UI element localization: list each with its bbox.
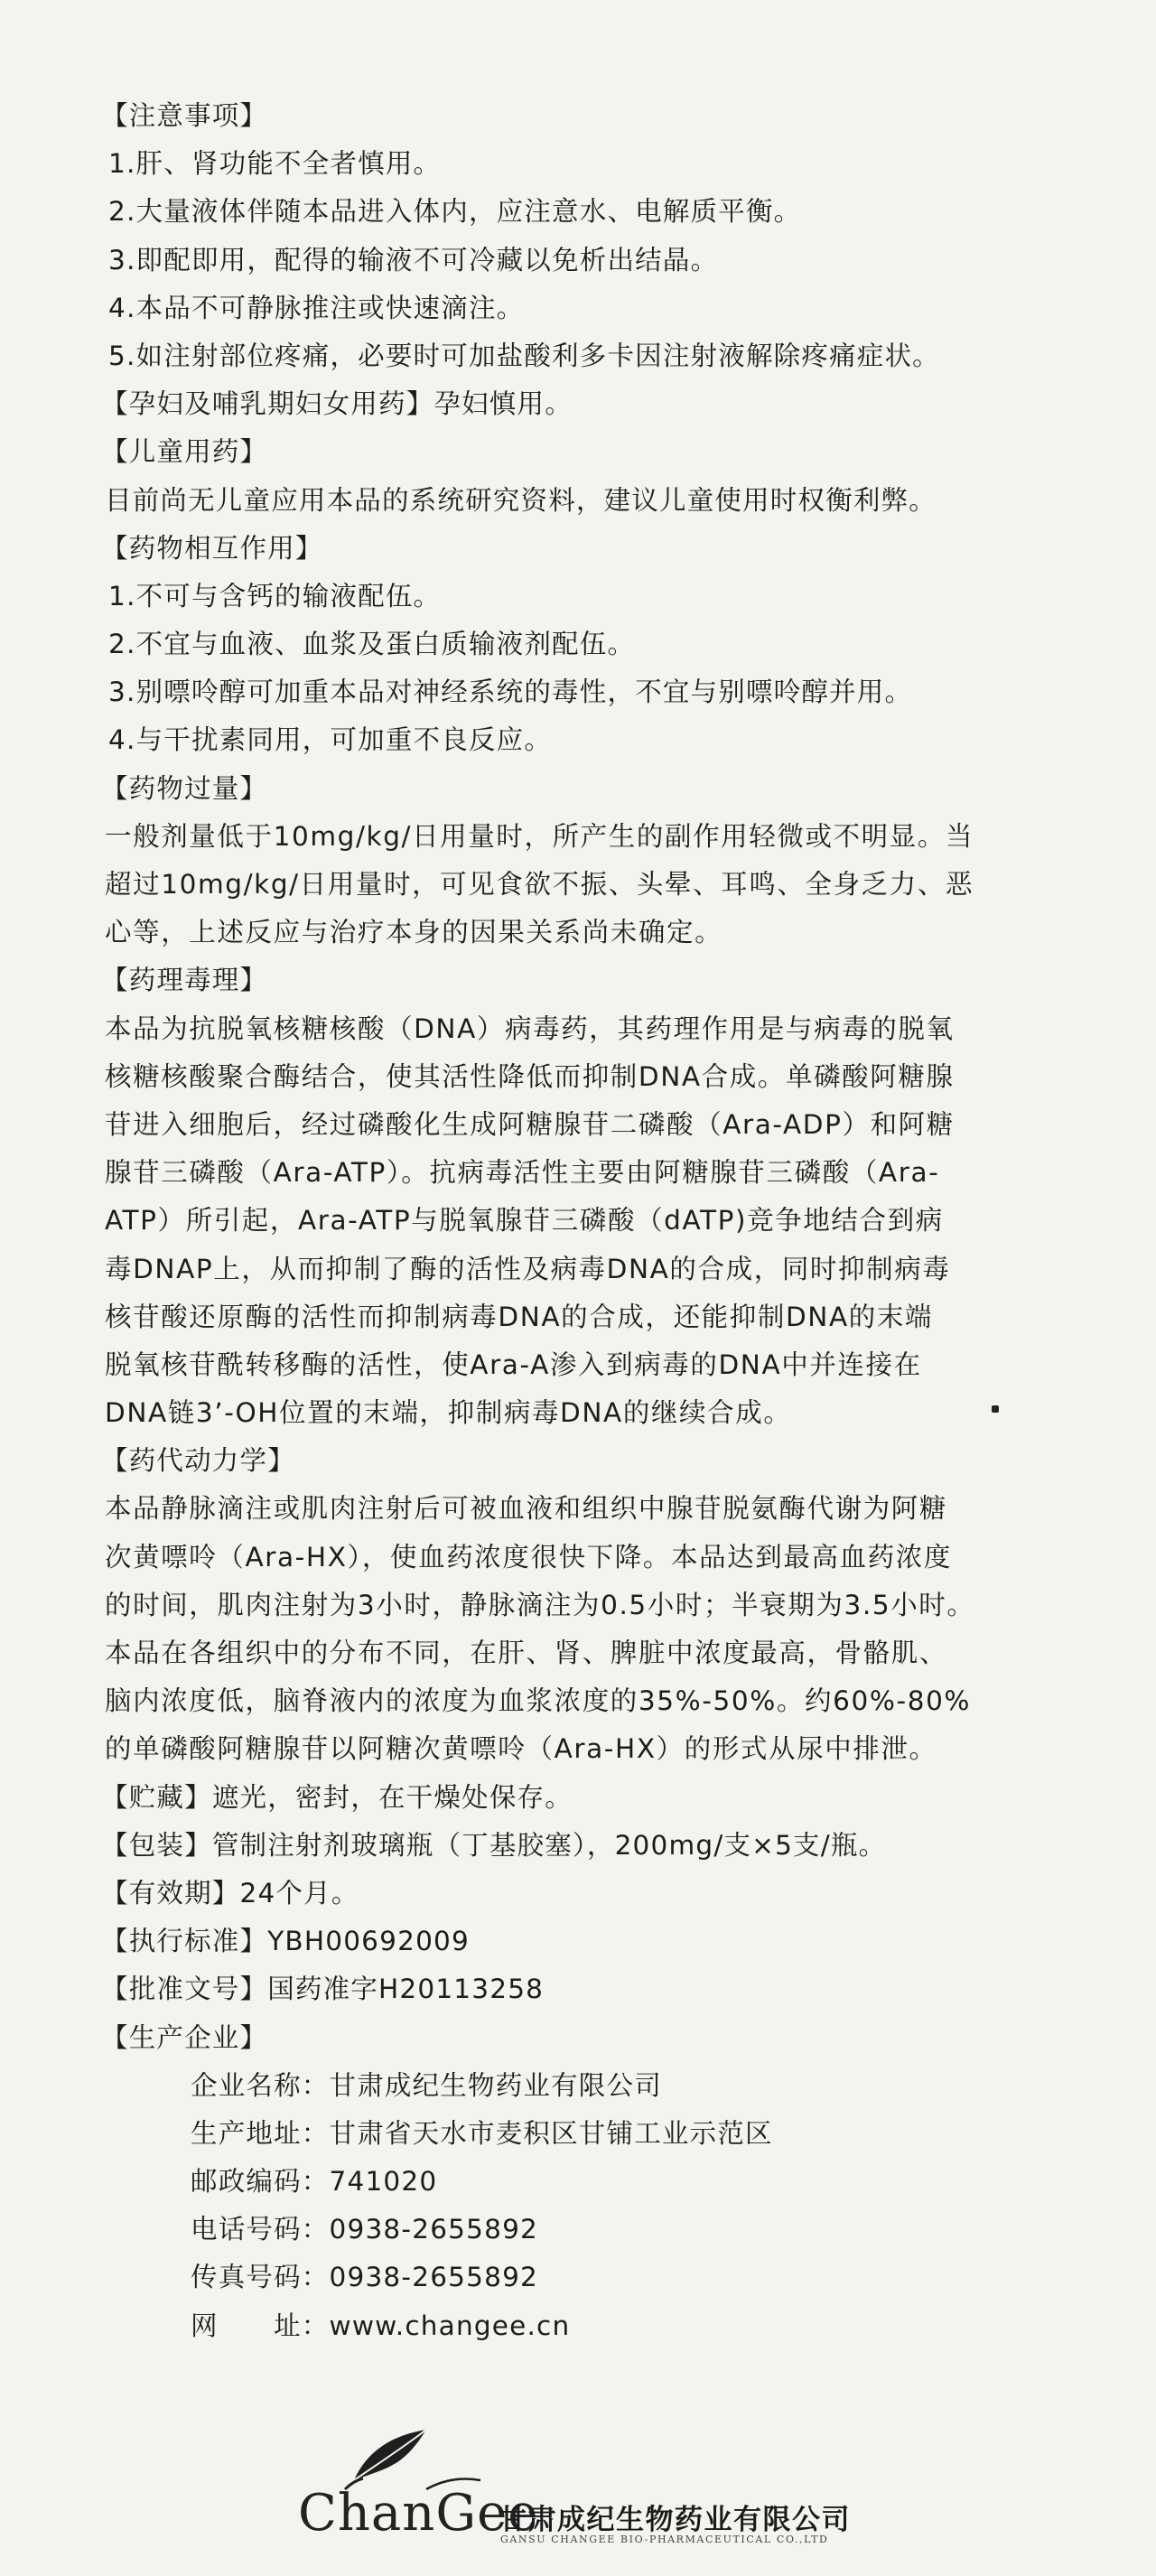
precautions-heading: 【注意事项】	[101, 100, 268, 131]
manufacturer-address: 生产地址：甘肃省天水市麦积区甘铺工业示范区	[191, 2117, 773, 2149]
approval-text: 国药准字H20113258	[267, 1974, 545, 2005]
brand-wordmark: ChanGee	[298, 2484, 539, 2543]
pharmacology-line: 核苷酸还原酶的活性而抑制病毒DNA的合成，还能抑制DNA的末端	[105, 1301, 934, 1332]
package-section	[101, 1822, 1062, 1870]
overdose-paragraph	[105, 813, 1062, 957]
pharmacology-line: ATP）所引起，Ara-ATP与脱氧腺苷三磷酸（dATP)竞争地结合到病	[105, 1205, 944, 1237]
interactions-heading: 【药物相互作用】	[101, 532, 323, 564]
precaution-item: 1.肝、肾功能不全者慎用。	[108, 148, 442, 180]
package-heading: 【包装】	[101, 1829, 212, 1861]
pharmacology-line: 腺苷三磷酸（Ara-ATP）。抗病毒活性主要由阿糖腺苷三磷酸（Ara-	[105, 1157, 940, 1189]
company-name-cn: 甘肃成纪生物药业有限公司	[499, 2504, 851, 2536]
manufacturer-fax: 传真号码：0938-2655892	[191, 2262, 539, 2293]
package-text: 管制注射剂玻璃瓶（丁基胶塞），200mg/支×5支/瓶。	[211, 1829, 887, 1861]
children-text: 目前尚无儿童应用本品的系统研究资料，建议儿童使用时权衡利弊。	[105, 484, 937, 516]
standard-heading: 【执行标准】	[101, 1926, 268, 1957]
pregnancy-heading: 【孕妇及哺乳期妇女用药】	[101, 388, 434, 420]
interaction-item: 3.别嘌呤醇可加重本品对神经系统的毒性，不宜与别嘌呤醇并用。	[108, 677, 913, 708]
overdose-line: 心等，上述反应与治疗本身的因果关系尚未确定。	[105, 917, 723, 948]
pharmacology-line: DNA链3’-OH位置的末端，抑制病毒DNA的继续合成。	[105, 1397, 792, 1429]
manufacturer-heading: 【生产企业】	[101, 2021, 268, 2053]
interaction-item: 2.不宜与血液、血浆及蛋白质输液剂配伍。	[108, 629, 636, 660]
standard-text: YBH00692009	[267, 1926, 470, 1957]
precaution-item: 5.如注射部位疼痛，必要时可加盐酸利多卡因注射液解除疼痛症状。	[108, 340, 940, 371]
pregnancy-text: 孕妇慎用。	[434, 388, 573, 420]
pharmacokinetics-paragraph	[105, 1485, 1062, 1773]
manufacturer-postcode: 邮政编码：741020	[191, 2166, 438, 2198]
storage-heading: 【贮藏】	[101, 1781, 212, 1813]
company-name-en: GANSU CHANGEE BIO-PHARMACEUTICAL CO.,LTD	[500, 2534, 829, 2545]
precaution-item: 2.大量液体伴随本品进入体内，应注意水、电解质平衡。	[108, 196, 802, 228]
approval-section	[101, 1965, 1062, 2013]
pharmacology-heading: 【药理毒理】	[101, 965, 268, 996]
overdose-line: 超过10mg/kg/日用量时，可见食欲不振、头晕、耳鸣、全身乏力、恶	[105, 869, 974, 900]
pharmacokinetics-line: 的时间，肌肉注射为3小时，静脉滴注为0.5小时；半衰期为3.5小时。	[105, 1589, 975, 1620]
pharmacology-paragraph	[105, 1005, 1062, 1438]
interaction-item: 4.与干扰素同用，可加重不良反应。	[108, 724, 553, 756]
pregnancy-section	[101, 380, 1062, 428]
precaution-item: 4.本品不可静脉推注或快速滴注。	[108, 292, 525, 323]
pharmacokinetics-line: 脑内浓度低，脑脊液内的浓度为血浆浓度的35%-50%。约60%-80%	[105, 1685, 972, 1717]
overdose-heading: 【药物过量】	[101, 772, 268, 804]
print-speck	[992, 1405, 999, 1413]
pharmacology-line: 脱氧核苷酰转移酶的活性，使Ara-A渗入到病毒的DNA中并连接在	[105, 1349, 922, 1380]
insert-text	[101, 92, 1062, 2350]
standard-section	[101, 1918, 1062, 1965]
approval-heading: 【批准文号】	[101, 1974, 268, 2005]
pharmacology-line: 毒DNAP上，从而抑制了酶的活性及病毒DNA的合成，同时抑制病毒	[105, 1253, 951, 1284]
children-heading: 【儿童用药】	[101, 436, 268, 468]
pharmacokinetics-line: 本品在各组织中的分布不同，在肝、肾、脾脏中浓度最高，骨骼肌、	[105, 1638, 948, 1668]
pharmacokinetics-line: 次黄嘌呤（Ara-HX），使血药浓度很快下降。本品达到最高血药浓度	[105, 1541, 952, 1573]
pharmacology-line: 核糖核酸聚合酶结合，使其活性降低而抑制DNA合成。单磷酸阿糖腺	[105, 1060, 955, 1092]
company-logo	[291, 2421, 941, 2556]
pharmacokinetics-heading: 【药代动力学】	[101, 1445, 295, 1477]
precaution-item: 3.即配即用，配得的输液不可冷藏以免析出结晶。	[108, 244, 719, 275]
storage-text: 遮光，密封，在干燥处保存。	[211, 1781, 573, 1813]
interaction-item: 1.不可与含钙的输液配伍。	[108, 580, 442, 611]
storage-section	[101, 1774, 1062, 1822]
overdose-line: 一般剂量低于10mg/kg/日用量时，所产生的副作用轻微或不明显。当	[105, 820, 974, 852]
manufacturer-phone: 电话号码：0938-2655892	[191, 2214, 539, 2245]
validity-section	[101, 1870, 1062, 1918]
pharmacokinetics-line: 的单磷酸阿糖腺苷以阿糖次黄嘌呤（Ara-HX）的形式从尿中排泄。	[105, 1733, 937, 1765]
validity-heading: 【有效期】	[101, 1877, 240, 1909]
manufacturer-name: 企业名称：甘肃成纪生物药业有限公司	[191, 2069, 662, 2101]
pharmacokinetics-line: 本品静脉滴注或肌肉注射后可被血液和组织中腺苷脱氨酶代谢为阿糖	[105, 1493, 948, 1525]
manufacturer-website: 网 址：www.changee.cn	[191, 2310, 571, 2341]
pharmacology-line: 苷进入细胞后，经过磷酸化生成阿糖腺苷二磷酸（Ara-ADP）和阿糖	[105, 1108, 955, 1140]
pharmacology-line: 本品为抗脱氧核糖核酸（DNA）病毒药，其药理作用是与病毒的脱氧	[105, 1013, 955, 1044]
validity-text: 24个月。	[239, 1877, 359, 1909]
